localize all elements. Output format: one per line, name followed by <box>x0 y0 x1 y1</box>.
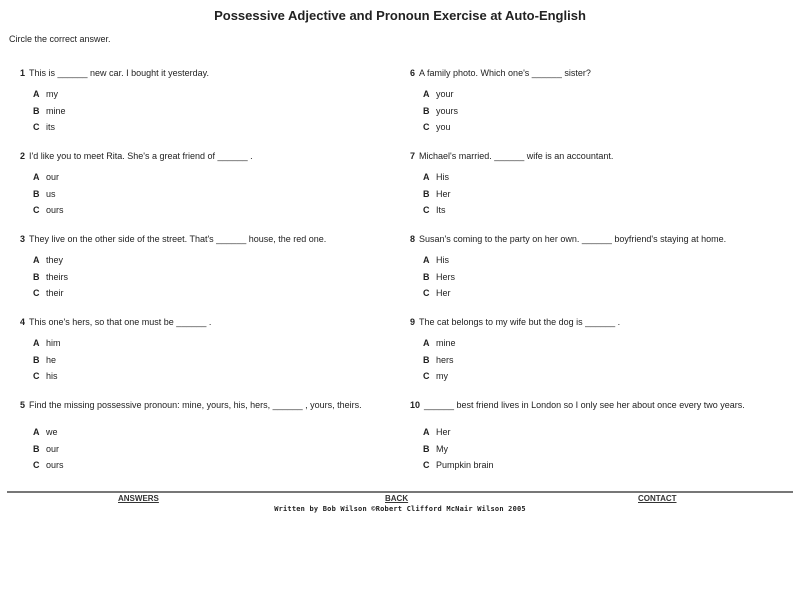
question-text: A family photo. Which one's ______ sister? <box>419 68 591 78</box>
question-text: This is ______ new car. I bought it yesterday. <box>29 68 209 78</box>
option-a[interactable] <box>423 171 451 188</box>
option-text: ours <box>46 460 64 470</box>
question-number: 2 <box>20 151 26 161</box>
option-letter: C <box>33 288 40 298</box>
question-4 <box>20 317 390 400</box>
option-text: our <box>46 172 60 182</box>
option-letter: C <box>423 288 430 298</box>
option-letter: A <box>423 338 430 348</box>
option-letter: A <box>33 255 40 265</box>
question-2 <box>20 151 390 234</box>
option-letter: A <box>33 427 40 437</box>
option-letter: B <box>33 188 40 199</box>
option-c[interactable] <box>423 204 451 221</box>
option-text: our <box>46 443 60 454</box>
question-text: Michael's married. ______ wife is an accountant. <box>419 151 614 161</box>
option-c[interactable] <box>33 121 66 138</box>
option-text: us <box>46 188 56 199</box>
option-a[interactable] <box>33 88 66 105</box>
footer-divider <box>7 491 793 493</box>
option-text: mine <box>436 338 456 348</box>
option-c[interactable] <box>33 459 64 476</box>
option-text: you <box>436 122 451 132</box>
question-5 <box>20 400 390 483</box>
option-text: His <box>436 255 449 265</box>
option-letter: C <box>33 371 40 381</box>
question-7 <box>410 151 780 234</box>
option-letter: A <box>33 338 40 348</box>
question-3 <box>20 234 390 317</box>
option-b[interactable] <box>33 105 66 122</box>
question-column-right <box>410 68 780 483</box>
option-text: Pumpkin brain <box>436 460 494 470</box>
answers-link[interactable]: ANSWERS <box>118 494 159 503</box>
option-text: your <box>436 89 454 99</box>
option-text: its <box>46 122 55 132</box>
page-title: Possessive Adjective and Pronoun Exercise at Auto-English <box>214 8 586 23</box>
option-letter: B <box>33 443 40 454</box>
option-text: yours <box>436 105 459 116</box>
question-text: I'd like you to meet Rita. She's a great friend of ______ . <box>29 151 253 161</box>
option-c[interactable] <box>33 287 68 304</box>
option-letter: B <box>33 271 40 282</box>
option-text: My <box>436 443 448 454</box>
question-10 <box>410 400 780 483</box>
option-letter: C <box>33 205 40 215</box>
option-letter: C <box>33 460 40 470</box>
option-text: Its <box>436 205 446 215</box>
instructions: Circle the correct answer. <box>9 34 111 44</box>
option-b[interactable] <box>423 443 494 460</box>
question-9 <box>410 317 780 400</box>
option-c[interactable] <box>423 287 455 304</box>
option-text: His <box>436 172 449 182</box>
option-text: my <box>46 89 58 99</box>
question-number: 7 <box>410 151 416 161</box>
option-a[interactable] <box>33 171 64 188</box>
option-a[interactable] <box>33 426 64 443</box>
option-a[interactable] <box>33 337 61 354</box>
option-letter: A <box>423 427 430 437</box>
option-b[interactable] <box>33 443 64 460</box>
option-letter: C <box>423 460 430 470</box>
option-letter: C <box>423 122 430 132</box>
option-a[interactable] <box>423 337 456 354</box>
option-letter: B <box>423 443 430 454</box>
option-text: Hers <box>436 271 456 282</box>
option-c[interactable] <box>423 121 458 138</box>
option-letter: B <box>423 354 430 365</box>
question-text: The cat belongs to my wife but the dog is ______ . <box>419 317 621 327</box>
option-b[interactable] <box>33 354 61 371</box>
option-letter: A <box>423 89 430 99</box>
option-text: mine <box>46 105 66 116</box>
option-a[interactable] <box>423 88 458 105</box>
option-text: his <box>46 371 58 381</box>
option-letter: A <box>33 89 40 99</box>
option-b[interactable] <box>423 188 451 205</box>
option-letter: C <box>423 371 430 381</box>
option-letter: B <box>423 271 430 282</box>
contact-link[interactable]: CONTACT <box>638 494 677 503</box>
option-text: Her <box>436 427 451 437</box>
question-number: 8 <box>410 234 416 244</box>
option-a[interactable] <box>423 426 494 443</box>
option-c[interactable] <box>423 459 494 476</box>
option-letter: B <box>423 105 430 116</box>
option-text: Her <box>436 288 451 298</box>
option-text: him <box>46 338 61 348</box>
question-number: 1 <box>20 68 26 78</box>
option-text: Her <box>436 188 451 199</box>
option-text: hers <box>436 354 454 365</box>
back-link[interactable]: BACK <box>385 494 409 503</box>
question-text: ______ best friend lives in London so I only see her about once every two years. <box>424 400 745 410</box>
question-number: 3 <box>20 234 26 244</box>
question-number: 4 <box>20 317 26 327</box>
option-a[interactable] <box>33 254 68 271</box>
question-1 <box>20 68 390 151</box>
option-letter: A <box>423 255 430 265</box>
option-letter: A <box>33 172 40 182</box>
option-b[interactable] <box>423 271 455 288</box>
option-b[interactable] <box>423 354 456 371</box>
option-c[interactable] <box>33 370 61 387</box>
option-b[interactable] <box>33 271 68 288</box>
author-credit: Written by Bob Wilson ©Robert Clifford McNair Wilson 2005 <box>274 505 526 513</box>
option-text: he <box>46 354 57 365</box>
question-number: 9 <box>410 317 416 327</box>
option-letter: B <box>33 105 40 116</box>
option-letter: B <box>33 354 40 365</box>
question-text: Susan's coming to the party on her own. ______ boyfriend's staying at home. <box>419 234 727 244</box>
option-letter: B <box>423 188 430 199</box>
option-text: their <box>46 288 64 298</box>
option-text: my <box>436 371 448 381</box>
option-letter: C <box>423 205 430 215</box>
question-text: This one's hers, so that one must be ______ . <box>29 317 212 327</box>
question-column-left <box>20 68 390 483</box>
option-text: they <box>46 255 64 265</box>
question-number: 6 <box>410 68 416 78</box>
question-number: 5 <box>20 400 26 410</box>
option-text: ours <box>46 205 64 215</box>
question-6 <box>410 68 780 151</box>
question-text: They live on the other side of the street. That's ______ house, the red one. <box>29 234 327 244</box>
option-text: we <box>46 427 58 437</box>
option-letter: A <box>423 172 430 182</box>
question-number: 10 <box>410 400 421 410</box>
option-c[interactable] <box>423 370 456 387</box>
option-text: theirs <box>46 271 69 282</box>
option-a[interactable] <box>423 254 455 271</box>
option-b[interactable] <box>33 188 64 205</box>
option-c[interactable] <box>33 204 64 221</box>
question-8 <box>410 234 780 317</box>
option-b[interactable] <box>423 105 458 122</box>
question-text: Find the missing possessive pronoun: mine, yours, his, hers, ______ , yours, theirs. <box>29 400 362 410</box>
option-letter: C <box>33 122 40 132</box>
